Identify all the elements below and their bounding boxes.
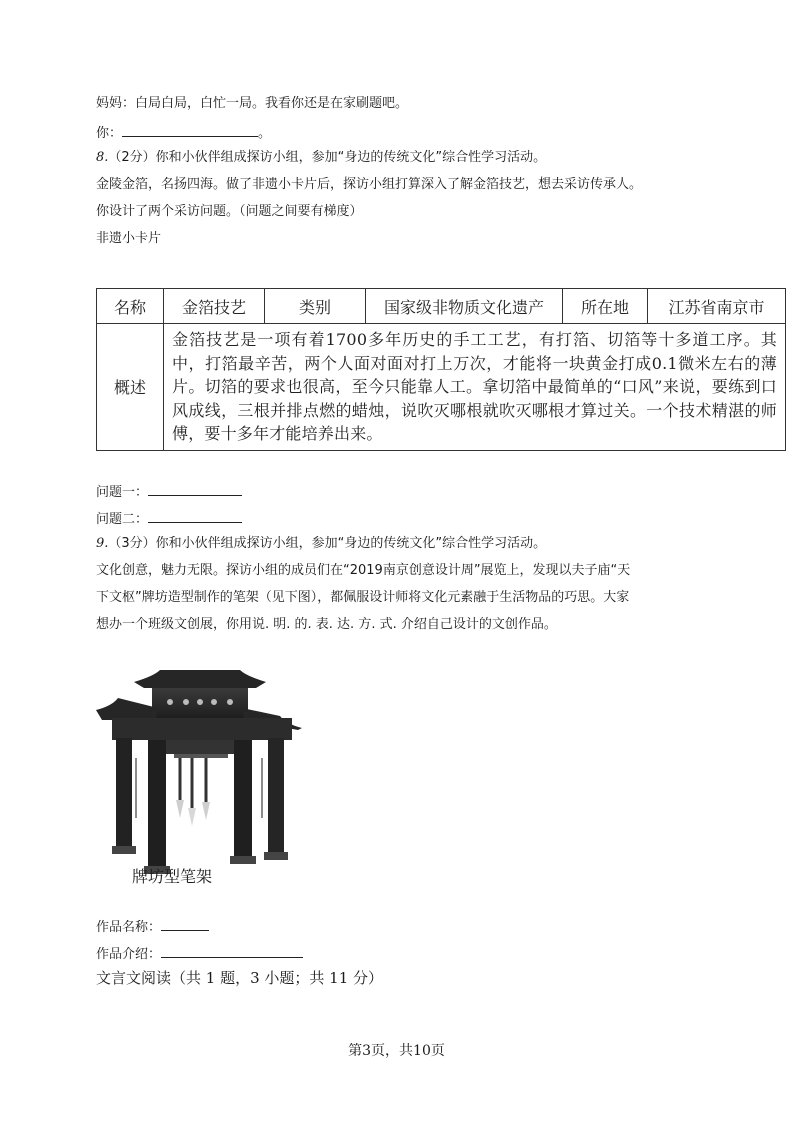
question-1-label: 问题一： [96,485,149,500]
you-prefix: 你： [96,126,123,141]
q8-intro-2: 你设计了两个采访问题。（问题之间要有梯度） [96,204,363,219]
type-label: 类别 [265,289,366,324]
work-name-label: 作品名称： [96,920,162,935]
q8-header [96,149,546,167]
page-footer: 第3页，共10页 [348,1043,445,1059]
work-intro [96,943,303,964]
answer-blank-work-intro[interactable] [161,943,303,958]
heritage-card-table [96,288,786,451]
card-header-row [97,289,786,324]
q9-line-1: 文化创意，魅力无限。探访小组的成员们在“2019南京创意设计周”展览上，发现以夫子庙“天 [96,563,631,578]
description-label: 概述 [97,324,164,451]
work-intro-label: 作品介绍： [96,947,162,962]
q9-number: 9. [96,536,109,551]
you-suffix: 。 [258,126,272,141]
figure-caption: 牌坊型笔架 [132,867,213,886]
answer-blank-work-name[interactable] [161,916,209,931]
q9-line-3: 想办一个班级文创展，你用说. 明. 的. 表. 达. 方. 式. 介绍自己设计的文创作品。 [96,617,557,632]
question-2 [96,508,242,529]
description-text: 金箔技艺是一项有着1700多年历史的手工工艺，有打箔、切箔等十多道工序。其中，打箔最辛苦，两个人面对面对打上万次，才能将一块黄金打成0.1微米左右的薄片。切箔的要求也很高，至今只能靠人工。拿切箔中最简单的“口风”来说，要练到口风成线，三根并排点燃的蜡烛，说吹灭哪根就吹灭哪根才算过关。一个技术精湛的师傅，要十多年才能培养出来。 [164,324,786,451]
archway-illustration [96,668,302,890]
work-name [96,916,209,937]
location-value: 江苏省南京市 [648,289,786,324]
question-2-label: 问题二： [96,512,149,527]
mom-dialogue: 妈妈：白局白局，白忙一局。我看你还是在家刷题吧。 [96,96,409,111]
q8-prompt: （2分）你和小伙伴组成探访小组，参加“身边的传统文化”综合性学习活动。 [108,150,547,165]
name-value: 金箔技艺 [164,289,265,324]
type-value: 国家级非物质文化遗产 [366,289,563,324]
q8-number: 8. [96,150,109,165]
q9-prompt: （3分）你和小伙伴组成探访小组，参加“身边的传统文化”综合性学习活动。 [108,536,547,551]
answer-blank-you[interactable] [122,122,258,137]
question-1 [96,481,242,502]
you-dialogue [96,122,271,143]
answer-blank-question-2[interactable] [148,508,242,523]
location-label: 所在地 [563,289,648,324]
archway-pen-holder-image [96,668,302,890]
card-description-row [97,324,786,451]
q9-header [96,535,546,553]
answer-blank-question-1[interactable] [148,481,242,496]
card-title: 非遗小卡片 [96,231,162,246]
name-label: 名称 [97,289,164,324]
q8-intro-1: 金陵金箔，名扬四海。做了非遗小卡片后，探访小组打算深入了解金箔技艺，想去采访传承人。 [96,177,643,192]
section-heading: 文言文阅读（共 1 题，3 小题；共 11 分） [96,969,384,987]
q9-line-2: 下文枢”牌坊造型制作的笔架（见下图），都佩服设计师将文化元素融于生活物品的巧思。大家 [96,590,630,605]
